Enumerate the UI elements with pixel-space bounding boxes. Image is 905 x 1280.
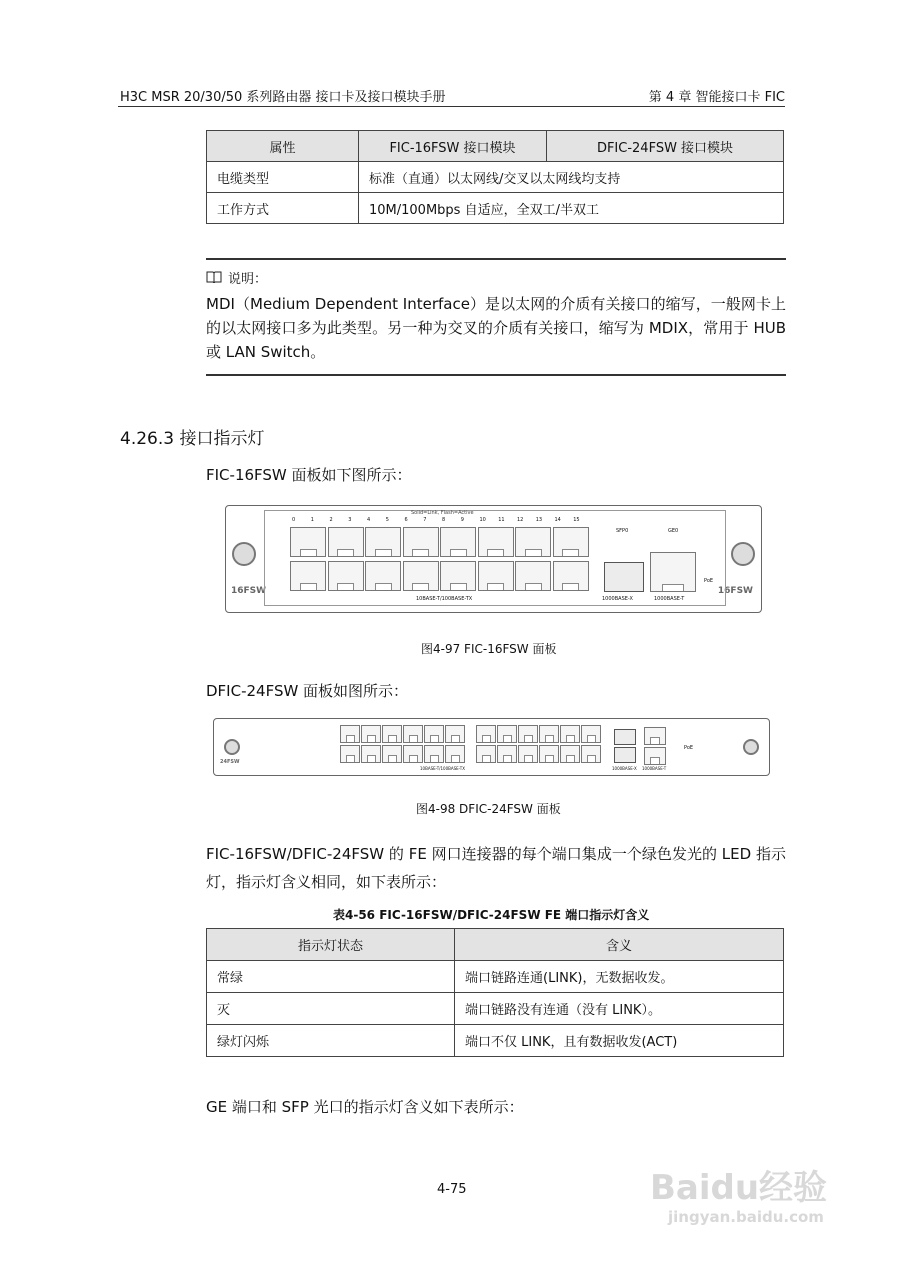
table-row (207, 993, 784, 1025)
fe-port (476, 745, 496, 763)
ge-port (644, 727, 666, 745)
table-cell-label: 电缆类型 (207, 162, 359, 193)
led-table (206, 928, 784, 1057)
ge-type-label: 1000BASE-T (654, 596, 685, 602)
spec-table (206, 130, 784, 224)
book-icon (206, 271, 222, 287)
fe-port (403, 745, 423, 763)
dfic-intro: DFIC-24FSW 面板如图所示： (206, 682, 409, 700)
fe-port (328, 527, 364, 557)
table-caption: 表4-56 FIC-16FSW/DFIC-24FSW FE 端口指示灯含义 (333, 908, 650, 922)
port-number: 0 (292, 517, 296, 523)
led-intro: FIC-16FSW/DFIC-24FSW 的 FE 网口连接器的每个端口集成一个绿色发光的 LED 指示灯，指示灯含义相同，如下表所示： (206, 845, 786, 891)
port-number: 15 (573, 517, 580, 523)
ge-intro: GE 端口和 SFP 光口的指示灯含义如下表所示： (206, 1098, 524, 1116)
port-number: 3 (348, 517, 352, 523)
table-cell-state: 绿灯闪烁 (207, 1025, 455, 1057)
fe-port-grid-right (476, 725, 602, 765)
fe-port-type-label: 10BASE-T/100BASE-TX (416, 596, 473, 602)
fic-intro: FIC-16FSW 面板如下图所示： (206, 466, 412, 484)
table-cell-state: 灭 (207, 993, 455, 1025)
fe-port (539, 745, 559, 763)
table-row (207, 1025, 784, 1057)
fe-port (581, 725, 601, 743)
fe-port (365, 527, 401, 557)
fe-port (290, 527, 326, 557)
header-divider (118, 106, 785, 107)
fe-port (497, 725, 517, 743)
fe-port (424, 745, 444, 763)
table-cell-meaning: 端口链路连通(LINK)，无数据收发。 (455, 961, 784, 993)
table-header-cell: 指示灯状态 (207, 929, 455, 961)
table-header-cell: 属性 (207, 131, 359, 162)
port-number: 5 (385, 517, 389, 523)
screw-icon (743, 739, 759, 755)
fe-port (445, 725, 465, 743)
port-number: 7 (423, 517, 427, 523)
table-cell-label: 工作方式 (207, 193, 359, 224)
port-number: 9 (460, 517, 464, 523)
port-number: 11 (498, 517, 505, 523)
fe-port (424, 725, 444, 743)
ge-type-label: 1000BASE-T (642, 766, 667, 771)
fe-port (515, 561, 551, 591)
poe-label: PoE (704, 578, 714, 584)
port-number: 2 (329, 517, 333, 523)
page-number: 4-75 (437, 1182, 467, 1197)
panel-model-label: 16FSW (231, 586, 267, 596)
figure-caption: 图4-97 FIC-16FSW 面板 (421, 642, 557, 656)
note-title-text: 说明： (228, 272, 268, 287)
fe-port (365, 561, 401, 591)
fe-port (340, 745, 360, 763)
fe-port (497, 745, 517, 763)
running-header-right: 第 4 章 智能接口卡 FIC (648, 90, 785, 105)
table-row (207, 961, 784, 993)
fe-port (440, 527, 476, 557)
note-body: MDI（Medium Dependent Interface）是以太网的介质有关接口的缩写，一般网卡上的以太网接口多为此类型。另一种为交叉的介质有关接口，缩写为 MDIX，常用于 HUB 或 LAN Switch。 (206, 295, 786, 361)
port-number: 12 (517, 517, 524, 523)
fe-port-grid-left (340, 725, 466, 765)
ge-port (644, 747, 666, 765)
fe-port (553, 561, 589, 591)
sfp-type-label: 1000BASE-X (602, 596, 633, 602)
fe-port (515, 527, 551, 557)
fe-port (560, 725, 580, 743)
fe-port (476, 725, 496, 743)
watermark-brand: Baidu经验 (650, 1168, 828, 1208)
watermark-url: jingyan.baidu.com (668, 1208, 824, 1226)
fe-port (518, 725, 538, 743)
fe-port (361, 745, 381, 763)
port-number: 14 (554, 517, 561, 523)
table-cell-value: 10M/100Mbps 自适应，全双工/半双工 (359, 193, 784, 224)
fe-port (328, 561, 364, 591)
poe-label: PoE (684, 745, 694, 751)
port-number-row (292, 517, 592, 525)
ge-label: GE0 (668, 528, 679, 534)
sfp-port (614, 747, 636, 763)
table-row (207, 193, 784, 224)
sfp-label: SFP0 (616, 528, 629, 534)
table-cell-meaning: 端口链路没有连通（没有 LINK）。 (455, 993, 784, 1025)
note-title (206, 268, 267, 287)
fe-port-type-label: 10BASE-T/100BASE-TX (420, 766, 465, 771)
fe-port (340, 725, 360, 743)
port-number: 6 (404, 517, 408, 523)
fe-port (403, 561, 439, 591)
fe-port (581, 745, 601, 763)
fe-port (361, 725, 381, 743)
table-header-row (207, 131, 784, 162)
fe-port (445, 745, 465, 763)
table-row (207, 162, 784, 193)
table-header-cell: FIC-16FSW 接口模块 (359, 131, 547, 162)
figure-caption: 图4-98 DFIC-24FSW 面板 (416, 802, 561, 816)
fe-port (560, 745, 580, 763)
fe-port (403, 527, 439, 557)
panel-model-label: 16FSW (717, 586, 753, 596)
table-cell-state: 常绿 (207, 961, 455, 993)
ge-port (650, 552, 696, 592)
fe-port (382, 725, 402, 743)
table-header-cell: 含义 (455, 929, 784, 961)
panel-model-label: 24FSW (220, 759, 240, 765)
screw-icon (232, 542, 256, 566)
sfp-port (614, 729, 636, 745)
sfp-port (604, 562, 644, 592)
port-number: 8 (442, 517, 446, 523)
fe-port (553, 527, 589, 557)
table-cell-meaning: 端口不仅 LINK，且有数据收发(ACT) (455, 1025, 784, 1057)
led-legend: Solid=Link, Flash=Active (411, 510, 474, 516)
fe-port (403, 725, 423, 743)
fe-port-grid (290, 527, 590, 591)
screw-icon (224, 739, 240, 755)
sfp-type-label: 1000BASE-X (612, 766, 637, 771)
table-header-cell: DFIC-24FSW 接口模块 (547, 131, 784, 162)
fe-port (518, 745, 538, 763)
fe-port (539, 725, 559, 743)
port-number: 1 (310, 517, 314, 523)
dfic-24fsw-panel-figure (213, 718, 770, 776)
port-number: 10 (479, 517, 486, 523)
running-header-left: H3C MSR 20/30/50 系列路由器 接口卡及接口模块手册 (120, 90, 446, 105)
port-number: 13 (535, 517, 543, 523)
screw-icon (731, 542, 755, 566)
fe-port (478, 527, 514, 557)
fe-port (440, 561, 476, 591)
fe-port (290, 561, 326, 591)
fic-16fsw-panel-figure (225, 505, 762, 613)
table-header-row (207, 929, 784, 961)
section-title: 4.26.3 接口指示灯 (120, 429, 265, 449)
table-cell-value: 标准（直通）以太网线/交叉以太网线均支持 (359, 162, 784, 193)
fe-port (382, 745, 402, 763)
port-number: 4 (367, 517, 371, 523)
fe-port (478, 561, 514, 591)
